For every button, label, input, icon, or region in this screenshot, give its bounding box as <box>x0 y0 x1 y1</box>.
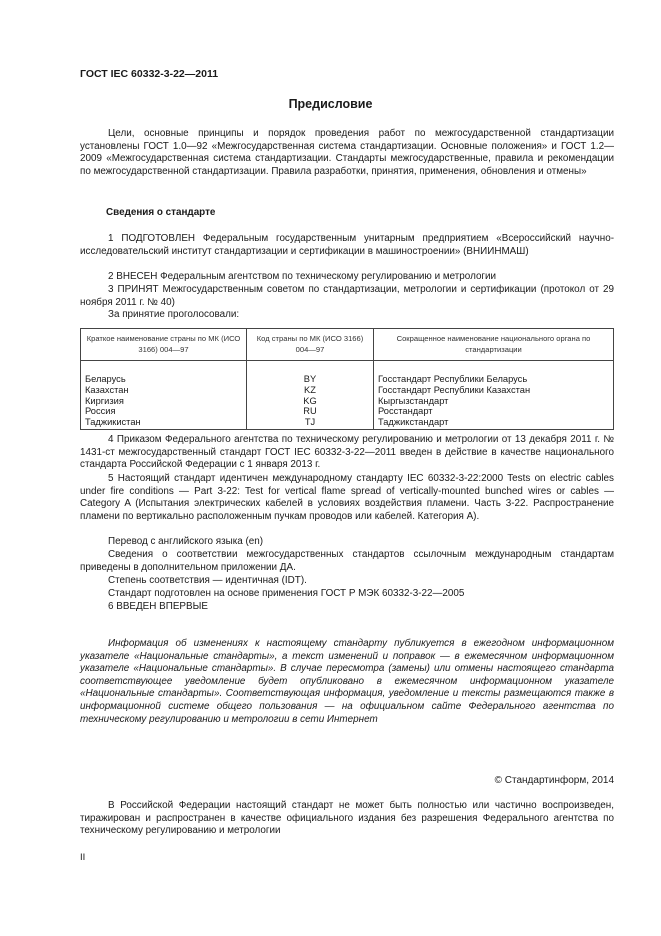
country-cell: Казахстан <box>81 385 247 396</box>
code-cell: KZ <box>247 385 374 396</box>
table-row <box>81 417 614 429</box>
table-row <box>81 361 614 385</box>
item-first-introduced: 6 ВВЕДЕН ВПЕРВЫЕ <box>108 601 208 612</box>
degree-of-conformity: Степень соответствия — идентичная (IDT). <box>108 575 307 586</box>
code-cell: RU <box>247 406 374 417</box>
country-cell: Киргизия <box>81 396 247 407</box>
organ-cell: Росстандарт <box>374 406 614 417</box>
country-cell: Беларусь <box>81 361 247 385</box>
column-header-organ: Сокращенное наименование национального органа по стандартизации <box>374 329 614 361</box>
column-header-code: Код страны по МК (ИСО 3166) 004—97 <box>247 329 374 361</box>
table-row <box>81 396 614 407</box>
item-order: 4 Приказом Федерального агентства по техническому регулированию и метрологии от 13 декабря 2011 г. № 1431-ст межгосударственный стандарт ГОСТ IEC 60332-3-22—2011 введен в действие в качестве национального стандарта Российской Федерации с 1 января 2013 г. <box>80 434 614 471</box>
organ-cell: Госстандарт Республики Беларусь <box>374 361 614 385</box>
country-cell: Россия <box>81 406 247 417</box>
column-header-country: Краткое наименование страны по МК (ИСО 3166) 004—97 <box>81 329 247 361</box>
code-cell: KG <box>247 396 374 407</box>
conformity-info: Сведения о соответствии межгосударственных стандартов ссылочным международным стандартам приведены в дополнительном приложении ДА. <box>80 549 614 573</box>
translation-note: Перевод с английского языка (en) <box>108 536 264 547</box>
item-identical: 5 Настоящий стандарт идентичен международному стандарту IEC 60332-3-22:2000 Tests on electric cables under fire conditions — Part 3-22: Test for vertical flame spread of vertically-mounted bunched wires or cables — Category A (Испытания электрических кабелей в условиях воздействия пламени. Часть 3-22. Распространение пламени по вертикально расположенным пучкам проводов или кабелей. Категория А). <box>80 473 614 522</box>
page-number: II <box>80 852 86 863</box>
organ-cell: Кыргызстандарт <box>374 396 614 407</box>
intro-paragraph: Цели, основные принципы и порядок проведения работ по межгосударственной стандартизации установлены ГОСТ 1.0—92 «Межгосударственная система стандартизации. Основные положения» и ГОСТ 1.2—2009 «Межгосударственная система стандартизации. Стандарты межгосударственные, правила и рекомендации по межгосударственной стандартизации. Правила разработки, принятия, применения, обновления и отмены» <box>80 128 614 177</box>
copyright-notice: © Стандартинформ, 2014 <box>494 775 614 786</box>
code-cell: TJ <box>247 417 374 429</box>
rights-notice: В Российской Федерации настоящий стандарт не может быть полностью или частично воспроизведен, тиражирован и распространен в качестве официального издания без разрешения Федерального агентства по техническому регулированию и метрологии <box>80 800 614 837</box>
organ-cell: Таджикстандарт <box>374 417 614 429</box>
table-header-row <box>81 329 614 361</box>
code-cell: BY <box>247 361 374 385</box>
organ-cell: Госстандарт Республики Казахстан <box>374 385 614 396</box>
item-adopted: 3 ПРИНЯТ Межгосударственным советом по стандартизации, метрологии и сертификации (протокол от 29 ноября 2011 г. № 40) <box>80 284 614 308</box>
section-subtitle: Сведения о стандарте <box>106 207 216 218</box>
item-introduced: 2 ВНЕСЕН Федеральным агентством по техническому регулированию и метрологии <box>108 271 497 282</box>
voted-label: За принятие проголосовали: <box>108 309 240 320</box>
information-notice: Информация об изменениях к настоящему стандарту публикуется в ежегодном информационном указателе «Национальные стандарты», а текст изменений и поправок — в ежемесячном информационном указателе «Национальные стандарты». В случае пересмотра (замены) или отмены настоящего стандарта соответствующее уведомление будет опубликовано в ежемесячном информационном указателе «Национальные стандарты». Соответствующая информация, уведомление и тексты размещаются также в информационной системе общего пользования — на официальном сайте Федерального агентства по техническому регулированию и метрологии в сети Интернет <box>80 638 614 725</box>
item-prepared: 1 ПОДГОТОВЛЕН Федеральным государственным унитарным предприятием «Всероссийский научно-исследовательский институт стандартизации и сертификации в машиностроении» (ВНИИНМАШ) <box>80 233 614 257</box>
document-header: ГОСТ IEC 60332-3-22—2011 <box>80 68 219 80</box>
voting-table <box>80 328 614 430</box>
page-title: Предисловие <box>288 97 373 111</box>
country-cell: Таджикистан <box>81 417 247 429</box>
table-row <box>81 406 614 417</box>
table-row <box>81 385 614 396</box>
basis-note: Стандарт подготовлен на основе применения ГОСТ Р МЭК 60332-3-22—2005 <box>108 588 465 599</box>
